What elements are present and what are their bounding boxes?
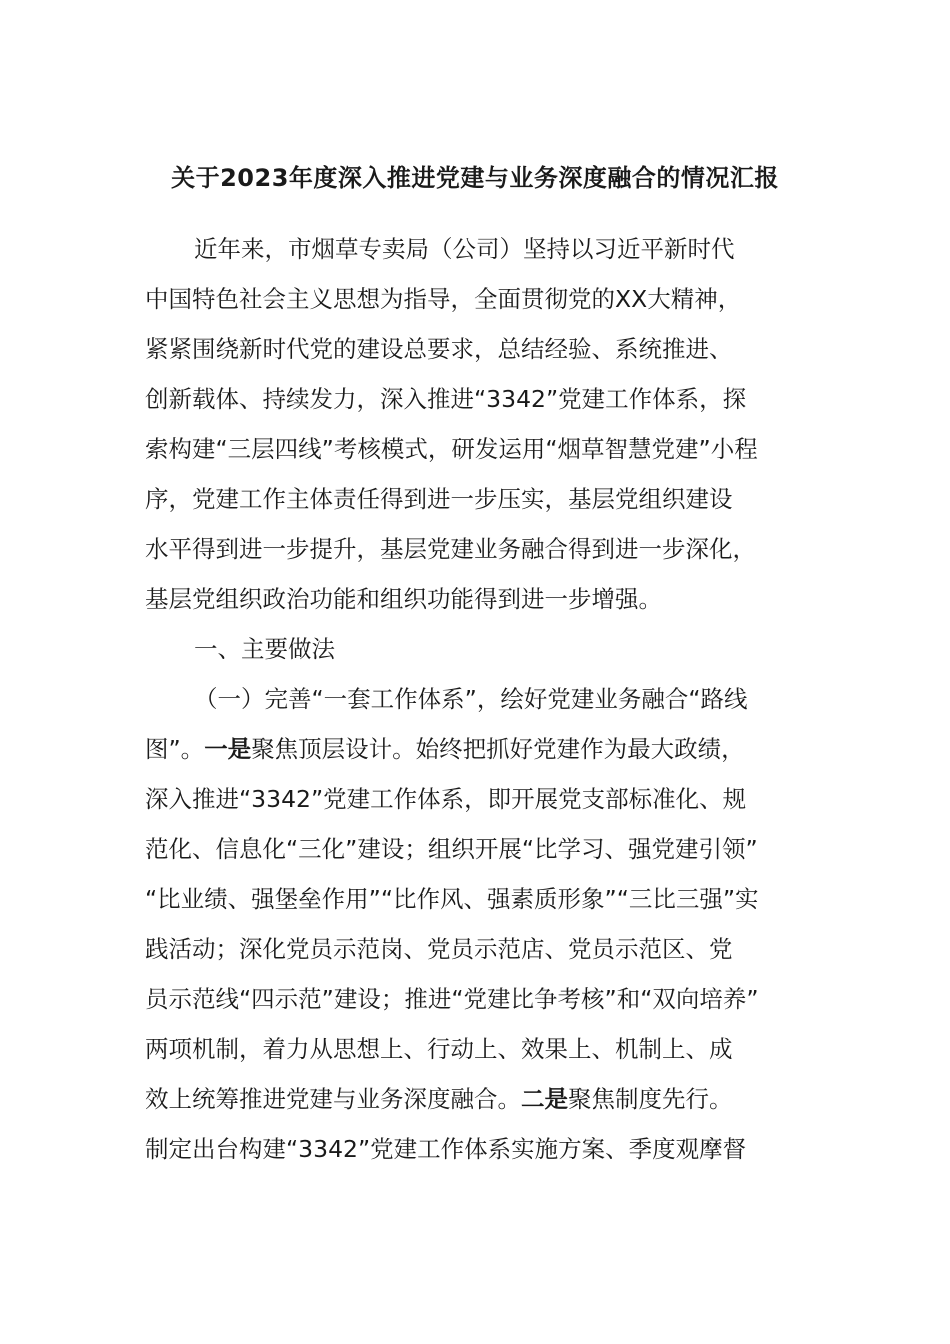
text-segment: 图”。	[145, 735, 205, 763]
section-heading: 一、主要做法	[194, 635, 335, 663]
text-segment: 聚焦制度先行。	[568, 1085, 733, 1113]
bold-label: 一是	[204, 735, 252, 763]
paragraph-line: 范化、信息化“三化”建设；组织开展“比学习、强党建引领”	[145, 835, 758, 863]
paragraph-line: 践活动；深化党员示范岗、党员示范店、党员示范区、党	[145, 935, 733, 963]
paragraph-line: 近年来，市烟草专卖局（公司）坚持以习近平新时代	[194, 235, 735, 263]
text-segment: 聚焦顶层设计。始终把抓好党建作为最大政绩，	[251, 735, 745, 763]
paragraph-line: 深入推进“3342”党建工作体系，即开展党支部标准化、规	[145, 785, 747, 813]
paragraph-line: 两项机制，着力从思想上、行动上、效果上、机制上、成	[145, 1035, 733, 1063]
paragraph-line	[145, 733, 810, 765]
subsection-heading-line: （一）完善“一套工作体系”，绘好党建业务融合“路线	[194, 685, 748, 713]
document-title: 关于2023年度深入推进党建与业务深度融合的情况汇报	[171, 164, 779, 192]
paragraph-line: 序，党建工作主体责任得到进一步压实，基层党组织建设	[145, 485, 733, 513]
paragraph-line: 水平得到进一步提升，基层党建业务融合得到进一步深化，	[145, 535, 756, 563]
paragraph-line: 制定出台构建“3342”党建工作体系实施方案、季度观摩督	[145, 1135, 747, 1163]
paragraph-line: 创新载体、持续发力，深入推进“3342”党建工作体系，探	[145, 385, 747, 413]
paragraph-line	[145, 1083, 810, 1115]
paragraph-line: 基层党组织政治功能和组织功能得到进一步增强。	[145, 585, 662, 613]
paragraph-line: “比业绩、强堡垒作用”“比作风、强素质形象”“三比三强”实	[145, 885, 759, 913]
bold-label: 二是	[521, 1085, 568, 1113]
paragraph-line: 中国特色社会主义思想为指导，全面贯彻党的XX大精神，	[145, 285, 742, 313]
paragraph-line: 索构建“三层四线”考核模式，研发运用“烟草智慧党建”小程	[145, 435, 758, 463]
paragraph-line: 员示范线“四示范”建设；推进“党建比争考核”和“双向培养”	[145, 985, 759, 1013]
text-segment: 效上统筹推进党建与业务深度融合。	[145, 1085, 521, 1113]
paragraph-line: 紧紧围绕新时代党的建设总要求，总结经验、系统推进、	[145, 335, 733, 363]
